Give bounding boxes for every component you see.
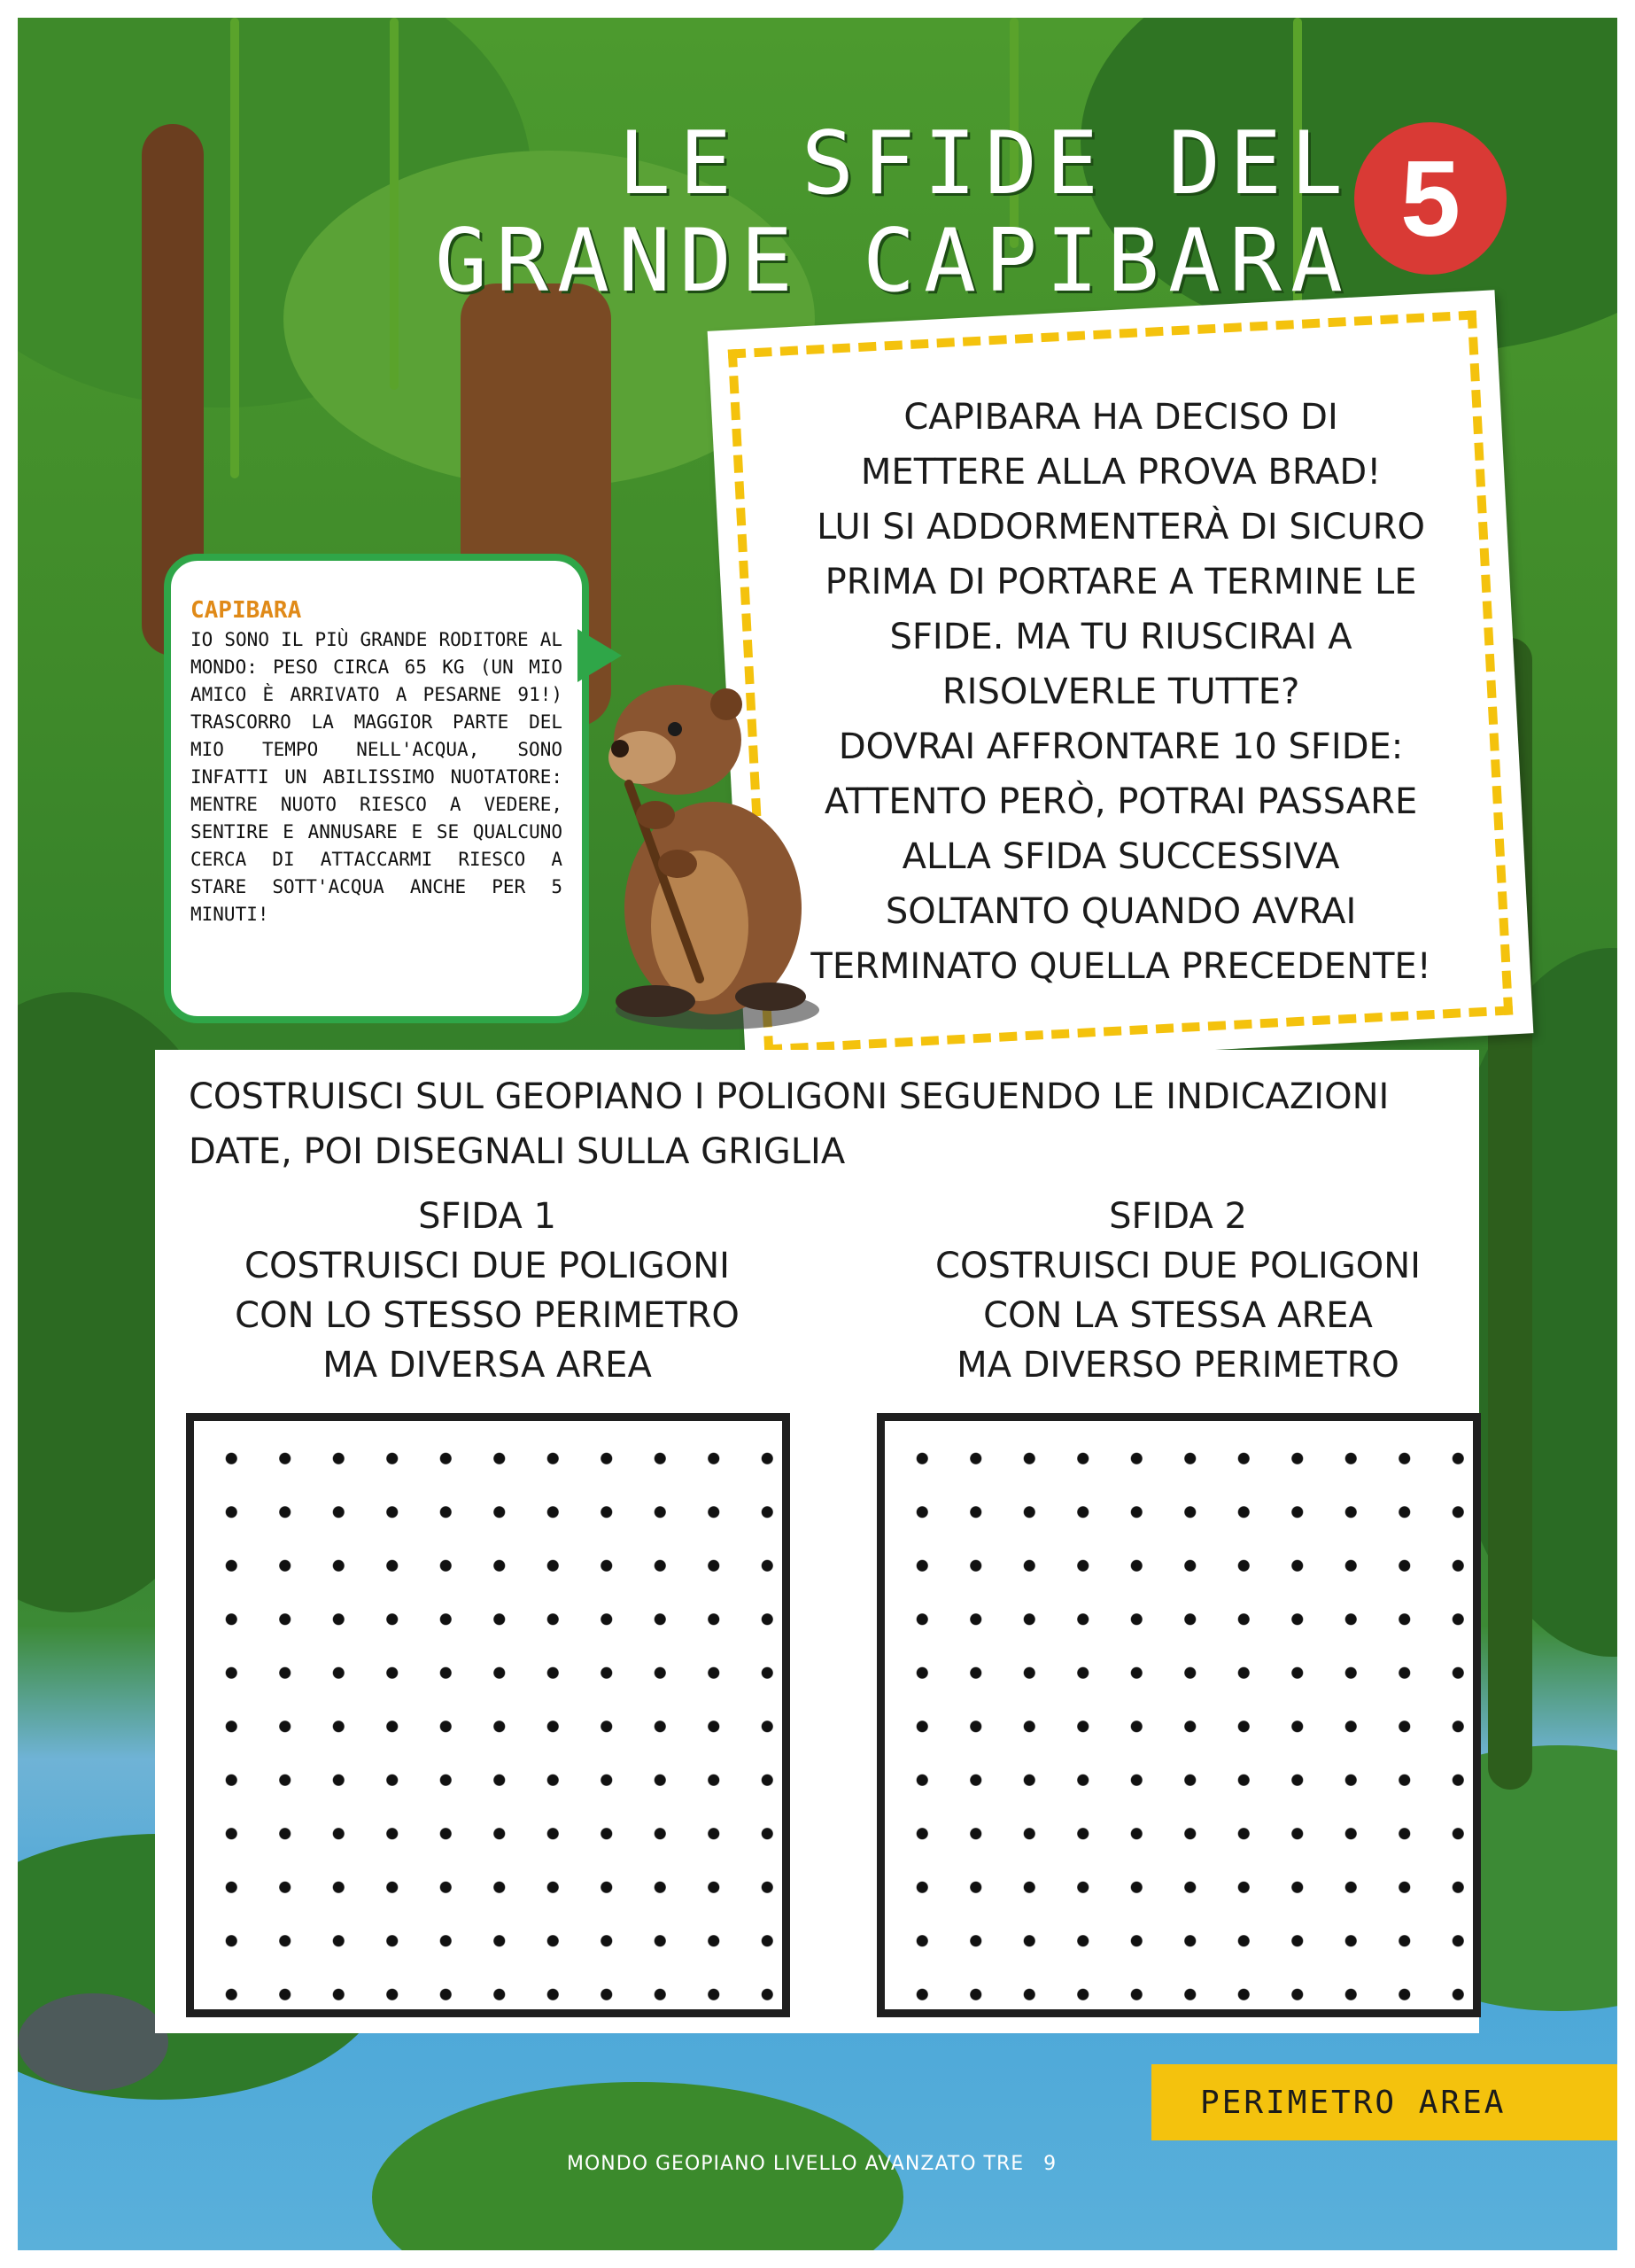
challenge-line: CON LA STESSA AREA [983,1295,1373,1336]
footer-text: MONDO GEOPIANO LIVELLO AVANZATO TRE [567,2153,1025,2175]
instructions: COSTRUISCI SUL GEOPIANO I POLIGONI SEGUENDO LE INDICAZIONI DATE, POI DISEGNALI SULLA GRIGLIA [189,1076,1390,1172]
challenge-title: SFIDA 1 [418,1196,556,1237]
intro-line: RISOLVERLE TUTTE? [941,671,1300,712]
dot-grid-challenge-2[interactable] [877,1413,1481,2017]
challenge-1 [186,1192,788,1390]
page-title [435,115,1352,310]
dot-grid-challenge-1[interactable] [186,1413,790,2017]
bubble-text: IO SONO IL PIÙ GRANDE RODITORE AL MONDO: PESO CIRCA 65 KG (UN MIO AMICO È ARRIVATO A PESARNE 91!) TRASCORRO LA MAGGIOR PARTE DEL MIO TEMPO NELL'ACQUA, SONO INFATTI UN ABILISSIMO NUOTATORE: MENTRE NUOTO RIESCO A VEDERE, SENTIRE E ANNUSARE E SE QUALCUNO CERCA DI ATTACCARMI RIESCO A STARE SOTT'ACQUA ANCHE PER 5 MINUTI! [190,629,562,925]
challenge-title: SFIDA 2 [1109,1196,1247,1237]
page-number: 9 [1043,2153,1058,2175]
rock [18,1993,168,2091]
intro-line: ALLA SFIDA SUCCESSIVA [902,835,1340,877]
title-line-2: GRANDE CAPIBARA [434,211,1352,312]
worksheet-panel [155,1050,1479,2033]
topic-tag: PERIMETRO AREA [1151,2064,1617,2140]
intro-line: ATTENTO PERÒ, POTRAI PASSARE [824,781,1418,822]
challenge-line: COSTRUISCI DUE POLIGONI [244,1246,730,1286]
capybara-snout [608,731,676,784]
intro-text [789,390,1453,994]
speech-bubble [164,554,589,1023]
capybara-illustration [593,660,824,1032]
intro-line: SOLTANTO QUANDO AVRAI [885,890,1357,932]
vine [390,18,399,390]
capybara-ear [710,688,742,720]
capybara-paw [636,801,675,829]
title-line-1: LE SFIDE DEL [617,113,1352,214]
challenge-line: MA DIVERSO PERIMETRO [957,1345,1399,1386]
intro-line: CAPIBARA HA DECISO DI [903,396,1338,438]
bubble-speaker-name: CAPIBARA [190,597,302,624]
challenge-line: MA DIVERSA AREA [322,1345,652,1386]
capybara-paw [658,850,697,878]
challenge-line: CON LO STESSO PERIMETRO [235,1295,740,1336]
intro-line: METTERE ALLA PROVA BRAD! [860,451,1382,493]
page-footer [567,2153,1187,2175]
capybara-foot [735,983,806,1011]
capybara-eye [668,722,682,736]
chapter-number-badge: 5 [1354,122,1507,275]
intro-line: SFIDE. MA TU RIUSCIRAI A [889,616,1352,657]
intro-line: DOVRAI AFFRONTARE 10 SFIDE: [838,726,1404,767]
challenge-line: COSTRUISCI DUE POLIGONI [935,1246,1421,1286]
intro-note [708,290,1534,1074]
challenge-2 [877,1192,1479,1390]
intro-line: TERMINATO QUELLA PRECEDENTE! [810,945,1431,987]
intro-line: LUI SI ADDORMENTERÀ DI SICURO [817,506,1426,548]
page [18,18,1617,2250]
capybara-nose [611,740,629,757]
capybara-foot [616,985,695,1017]
intro-line: PRIMA DI PORTARE A TERMINE LE [825,561,1417,602]
vine [230,18,239,478]
